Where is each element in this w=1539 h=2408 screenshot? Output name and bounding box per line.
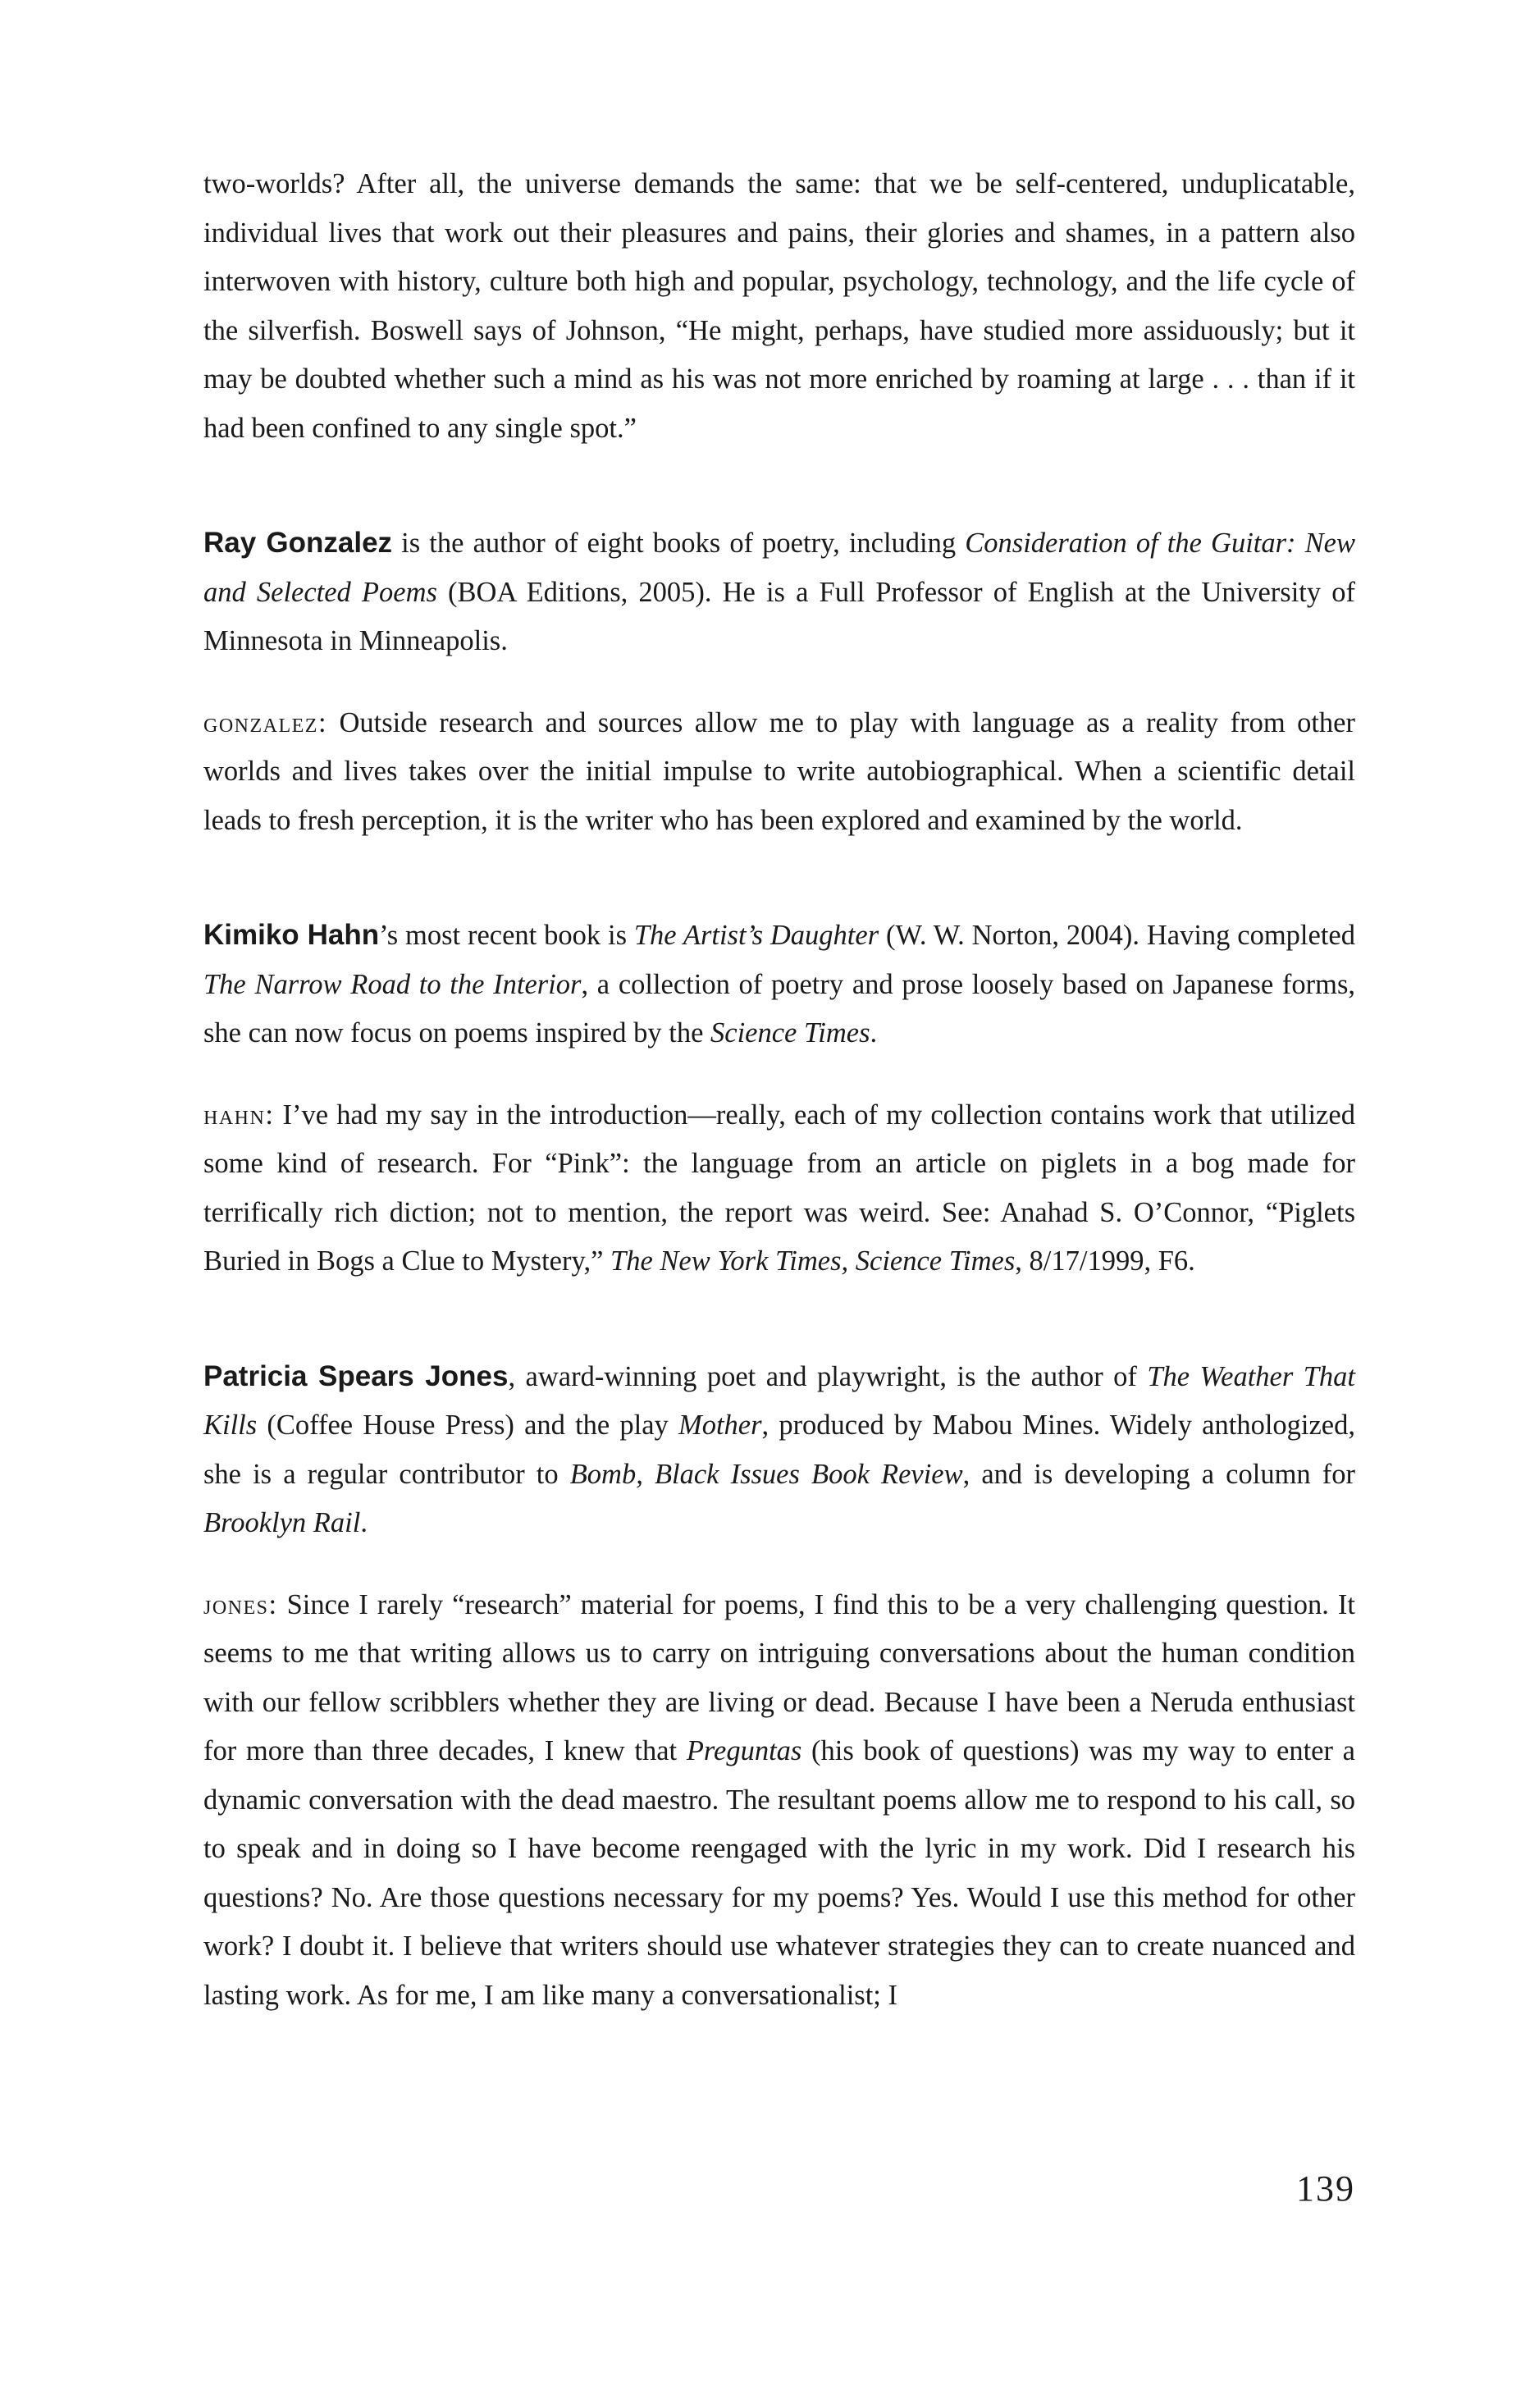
contributor-name: Kimiko Hahn bbox=[203, 919, 380, 951]
answer-text: Since I rarely “research” material for poems, I find this to be a very challenging question. It seems to me that writing allows us to carry on intriguing conversations about the human condition with our fellow scribblers whether they are living or dead. Because I have been a Neruda enthusiast for more than three decades, I knew that bbox=[203, 1588, 1355, 1766]
intro-text: two-worlds? After all, the universe demands the same: that we be self-centered, unduplicatable, individual lives that work out their pleasures and pains, their glories and shames, in a pattern also interwoven with history, culture both high and popular, psychology, technology, and the life cycle of the silverfish. Boswell says of Johnson, “He might, perhaps, have studied more assiduously; but it may be doubted whether such a mind as his was not more enriched by roaming at large . . . than if it had been confined to any single spot.” bbox=[203, 168, 1355, 444]
bio-text: (Coffee House Press) and the play bbox=[257, 1410, 678, 1441]
page-body bbox=[203, 160, 1355, 2020]
publication-title: Bomb, Black Issues Book Review bbox=[569, 1458, 963, 1490]
gonzalez-bio bbox=[203, 519, 1355, 666]
contributor-name: Ray Gonzalez bbox=[203, 527, 393, 559]
bio-text: is the author of eight books of poetry, including bbox=[392, 528, 966, 559]
speaker-label: jones: bbox=[203, 1588, 278, 1620]
book-title: Science Times bbox=[710, 1017, 870, 1049]
bio-text: (W. W. Norton, 2004). Having completed bbox=[879, 920, 1355, 951]
gonzalez-answer bbox=[203, 699, 1355, 846]
hahn-bio bbox=[203, 911, 1355, 1058]
hahn-answer bbox=[203, 1091, 1355, 1286]
bio-text: (BOA Editions, 2005). He is a Full Professor of English at the University of Minnesota in Minneapolis. bbox=[203, 576, 1355, 656]
answer-text: (his book of questions) was my way to enter a dynamic conversation with the dead maestro. The resultant poems allow me to respond to his call, so to speak and in doing so I have become reengaged with the lyric in my work. Did I research his questions? No. Are those questions necessary for my poems? Yes. Would I use this method for other work? I doubt it. I believe that writers should use whatever strategies they can to create nuanced and lasting work. As for me, I am like many a conversationalist; I bbox=[203, 1735, 1355, 2011]
contributor-name: Patricia Spears Jones bbox=[203, 1359, 509, 1392]
jones-answer bbox=[203, 1581, 1355, 2021]
page-number: 139 bbox=[1296, 2168, 1355, 2209]
book-title: The Narrow Road to the Interior bbox=[203, 968, 582, 1000]
publication-title: Brooklyn Rail bbox=[203, 1507, 361, 1538]
bio-text: . bbox=[870, 1017, 878, 1049]
answer-text: , 8/17/1999, F6. bbox=[1015, 1245, 1195, 1277]
bio-text: , award-winning poet and playwright, is the author of bbox=[508, 1360, 1148, 1392]
intro-paragraph bbox=[203, 160, 1355, 453]
book-title: Preguntas bbox=[686, 1735, 802, 1766]
answer-text: I’ve had my say in the introduction—really, each of my collection contains work that utilized some kind of research. For “Pink”: the language from an article on piglets in a bog made for terrifically rich diction; not to mention, the report was weird. See: Anahad S. O’Connor, “Piglets Buried in Bogs a Clue to Mystery,” bbox=[203, 1099, 1355, 1277]
bio-text: , and is developing a column for bbox=[962, 1458, 1355, 1490]
book-title: The Artist’s Daughter bbox=[633, 920, 879, 951]
play-title: Mother bbox=[678, 1410, 762, 1441]
book-title: Consideration of the Guitar: New and Selected Poems bbox=[203, 528, 1355, 608]
bio-text: , a collection of poetry and prose loosely based on Japanese forms, she can now focus on poems inspired by the bbox=[203, 968, 1355, 1049]
answer-text: Outside research and sources allow me to play with language as a reality from other worlds and lives takes over the initial impulse to write autobiographical. When a scientific detail leads to fresh perception, it is the writer who has been explored and examined by the world. bbox=[203, 706, 1355, 836]
speaker-label: gonzalez: bbox=[203, 706, 328, 738]
bio-text: , produced by Mabou Mines. Widely anthologized, she is a regular contributor to bbox=[203, 1410, 1355, 1490]
speaker-label: hahn: bbox=[203, 1099, 275, 1131]
bio-text: . bbox=[360, 1507, 368, 1538]
jones-bio bbox=[203, 1352, 1355, 1548]
book-title: The Weather That Kills bbox=[203, 1360, 1355, 1441]
citation-title: The New York Times, Science Times bbox=[610, 1245, 1016, 1277]
bio-text: ’s most recent book is bbox=[379, 920, 634, 951]
